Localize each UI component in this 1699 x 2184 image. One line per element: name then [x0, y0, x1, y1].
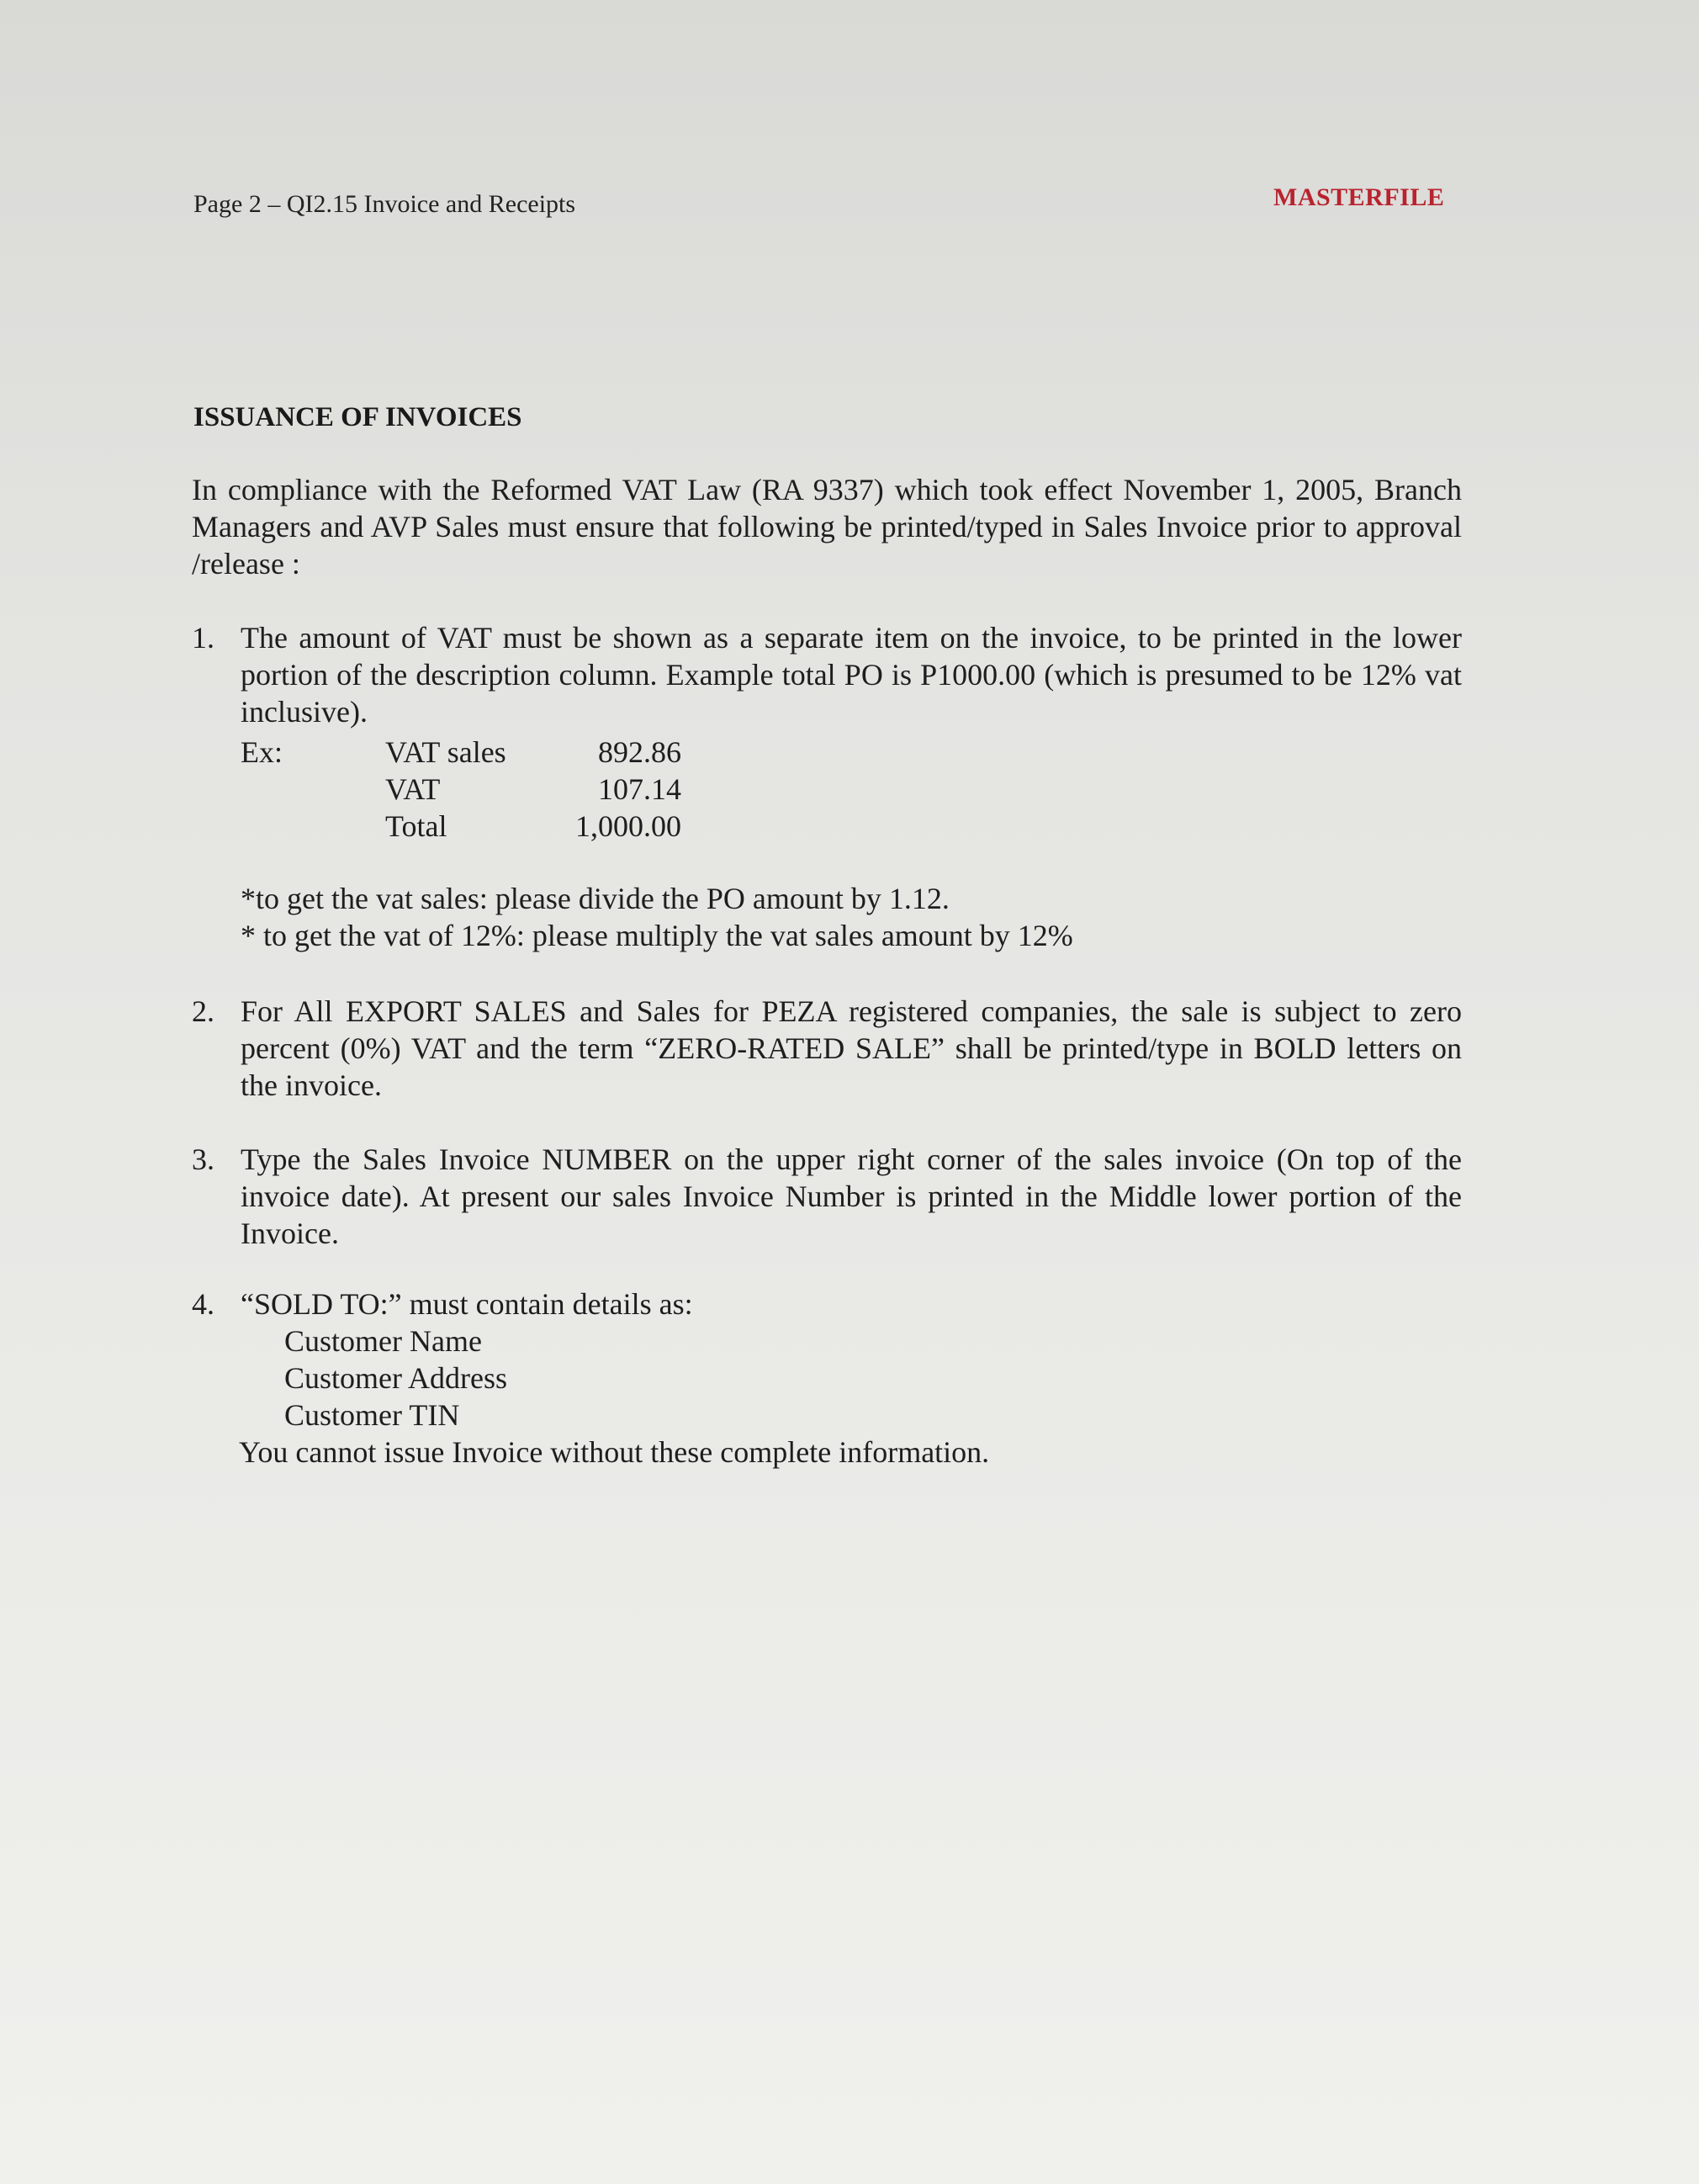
- example-row-name: VAT: [385, 772, 441, 806]
- example-row-name: VAT sales: [385, 735, 506, 769]
- list-item-2: [192, 993, 1462, 1104]
- example-row-value: 1,000.00: [575, 809, 681, 843]
- vat-notes: [241, 880, 1073, 954]
- example-row-value: 892.86: [598, 735, 681, 769]
- sold-to-detail: Customer Name: [284, 1324, 482, 1358]
- sold-to-detail: Customer Address: [284, 1361, 507, 1395]
- list-item-number: 1.: [192, 621, 214, 655]
- list-item-text: Type the Sales Invoice NUMBER on the upper right corner of the sales invoice (On top of the invoice date). At present our sales Invoice Number is printed in the Middle lower portion of the Invoice.: [241, 1142, 1462, 1250]
- vat-note: * to get the vat of 12%: please multiply the vat sales amount by 12%: [241, 919, 1073, 952]
- list-item-text: The amount of VAT must be shown as a separate item on the invoice, to be printed in the lower portion of the description column. Example total PO is P1000.00 (which is presumed to be 12% vat inclusive).: [241, 621, 1462, 729]
- masterfile-stamp: MASTERFILE: [1273, 183, 1445, 211]
- list-item-number: 4.: [192, 1287, 214, 1321]
- page-reference: Page 2 – QI2.15 Invoice and Receipts: [193, 190, 576, 218]
- section-title: ISSUANCE OF INVOICES: [193, 402, 522, 432]
- list-item-number: 2.: [192, 994, 214, 1028]
- example-row-name: Total: [385, 809, 447, 843]
- list-item-text: For All EXPORT SALES and Sales for PEZA registered companies, the sale is subject to zero percent (0%) VAT and the term “ZERO-RATED SALE” shall be printed/type in BOLD letters on the invoice.: [241, 994, 1462, 1102]
- list-item-4: [192, 1285, 1462, 1323]
- list-item-3: [192, 1141, 1462, 1252]
- example-row-value: 107.14: [598, 772, 681, 806]
- vat-note: *to get the vat sales: please divide the PO amount by 1.12.: [241, 882, 950, 915]
- sold-to-detail: Customer TIN: [284, 1398, 460, 1432]
- list-item-number: 3.: [192, 1142, 214, 1176]
- list-item-1: [192, 619, 1462, 730]
- closing-statement: You cannot issue Invoice without these complete information.: [239, 1435, 990, 1469]
- example-label: Ex:: [241, 735, 283, 769]
- list-item-text: “SOLD TO:” must contain details as:: [241, 1287, 693, 1321]
- sold-to-details: [284, 1323, 507, 1434]
- intro-paragraph: In compliance with the Reformed VAT Law (RA 9337) which took effect November 1, 2005, Branch Managers and AVP Sales must ensure that following be printed/typed in Sales Invoice prior to approval /release :: [192, 473, 1462, 580]
